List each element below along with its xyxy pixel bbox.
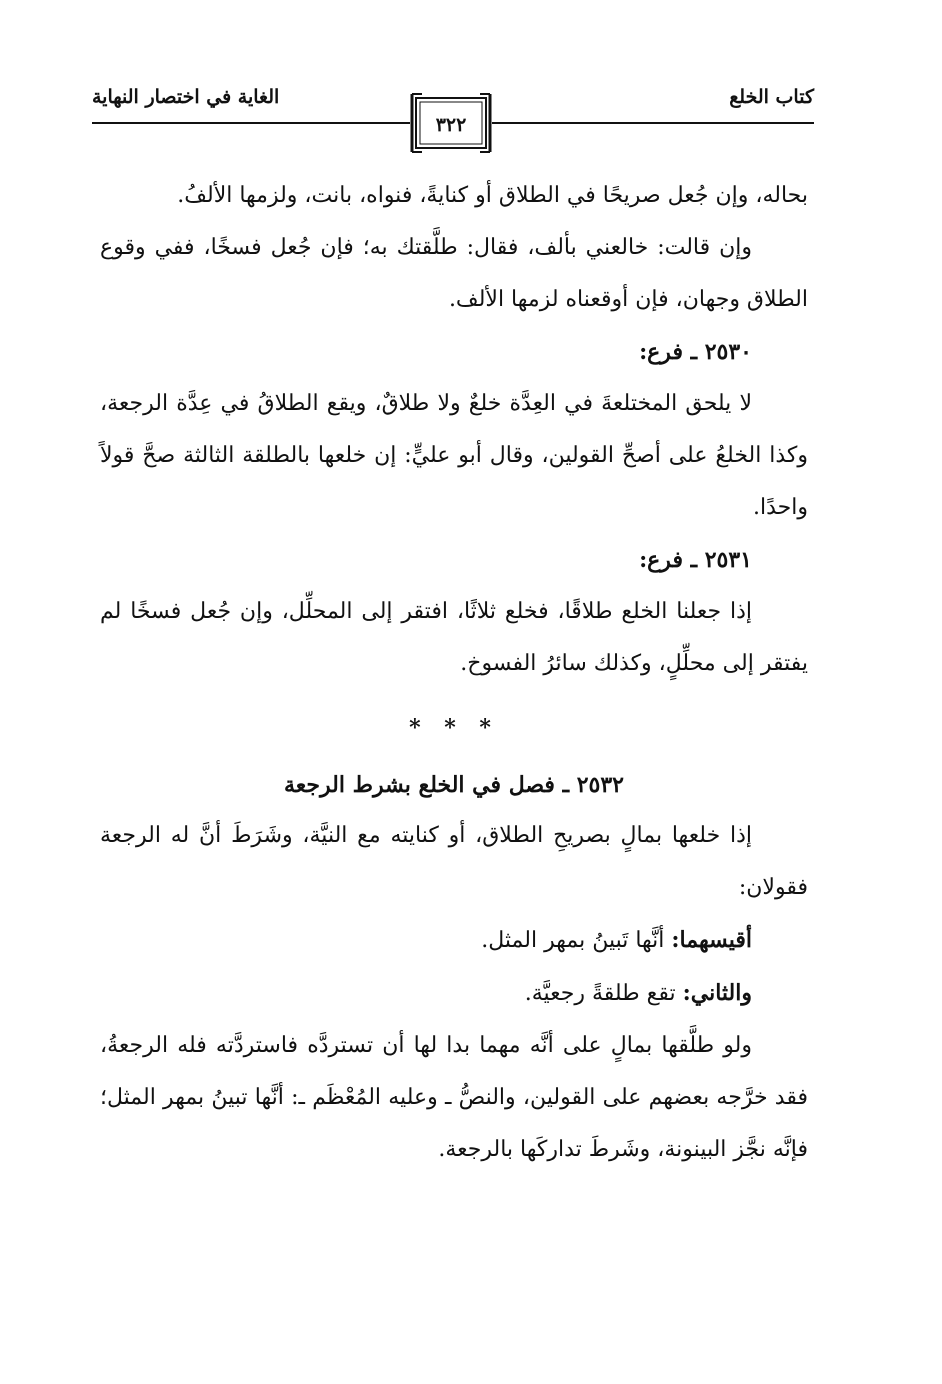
section-title: ٢٥٣٢ ـ فصل في الخلع بشرط الرجعة [284, 772, 624, 798]
main-text [100, 170, 808, 1176]
branch-heading: ٢٥٣٠ ـ فرع: [639, 339, 752, 365]
paragraph: إذا خلعها بمالٍ بصريحِ الطلاق، أو كنايته مع النيَّة، وشَرَطَ أنَّ له الرجعة فقولان: [100, 823, 808, 900]
header-rule-left [92, 122, 410, 124]
opinion-line [100, 914, 808, 967]
running-header [92, 86, 814, 158]
continuation-line: بحاله، وإن جُعل صريحًا في الطلاق أو كنايةً، فنواه، بانت، ولزمها الألفُ. [177, 183, 808, 208]
opinion-text: تقع طلقةً رجعيَّة. [524, 981, 683, 1006]
page-number: ٣٢٢ [435, 114, 467, 136]
section-separator: * * * [409, 715, 499, 741]
paragraph: وإن قالت: خالعني بألف، فقال: طلَّقتك به؛ فإن جُعل فسخًا، ففي وقوع الطلاق وجهان، فإن أوقعناه لزمها الألف. [100, 235, 808, 312]
branch-heading: ٢٥٣١ ـ فرع: [639, 547, 752, 573]
opinion-line [100, 967, 808, 1020]
page-number-frame [410, 92, 492, 154]
opinion-label: أقيسهما: [671, 927, 752, 953]
paragraph: لا يلحق المختلعةَ في العِدَّة خلعٌ ولا طلاقٌ، ويقع الطلاقُ في عِدَّة الرجعة، وكذا الخلعُ على أصحِّ القولين، وقال أبو عليٍّ: إن خلعها بالطلقة الثالثة صحَّ قولاً واحدًا. [100, 391, 808, 520]
paragraph: إذا جعلنا الخلع طلاقًا، فخلع ثلاثًا، افتقر إلى المحلِّل، وإن جُعل فسخًا لم يفتقر إلى محلِّلٍ، وكذلك سائرُ الفسوخ. [100, 599, 808, 676]
paragraph: ولو طلَّقها بمالٍ على أنَّه مهما بدا لها أن تستردَّه فاستردَّته فله الرجعةُ، فقد خرَّجه بعضهم على القولين، والنصُّ ـ وعليه المُعْظَم ـ: أنَّها تبينُ بمهر المثل؛ فإنَّه نجَّز البينونة، وشَرطَ تداركَها بالرجعة. [100, 1033, 808, 1162]
header-rule-right [492, 122, 814, 124]
opinion-text: أنَّها تَبينُ بمهر المثل. [481, 928, 672, 953]
chapter-title: كتاب الخلع [729, 86, 814, 108]
opinion-label: والثاني: [682, 980, 752, 1006]
book-title: الغاية في اختصار النهاية [92, 86, 280, 108]
